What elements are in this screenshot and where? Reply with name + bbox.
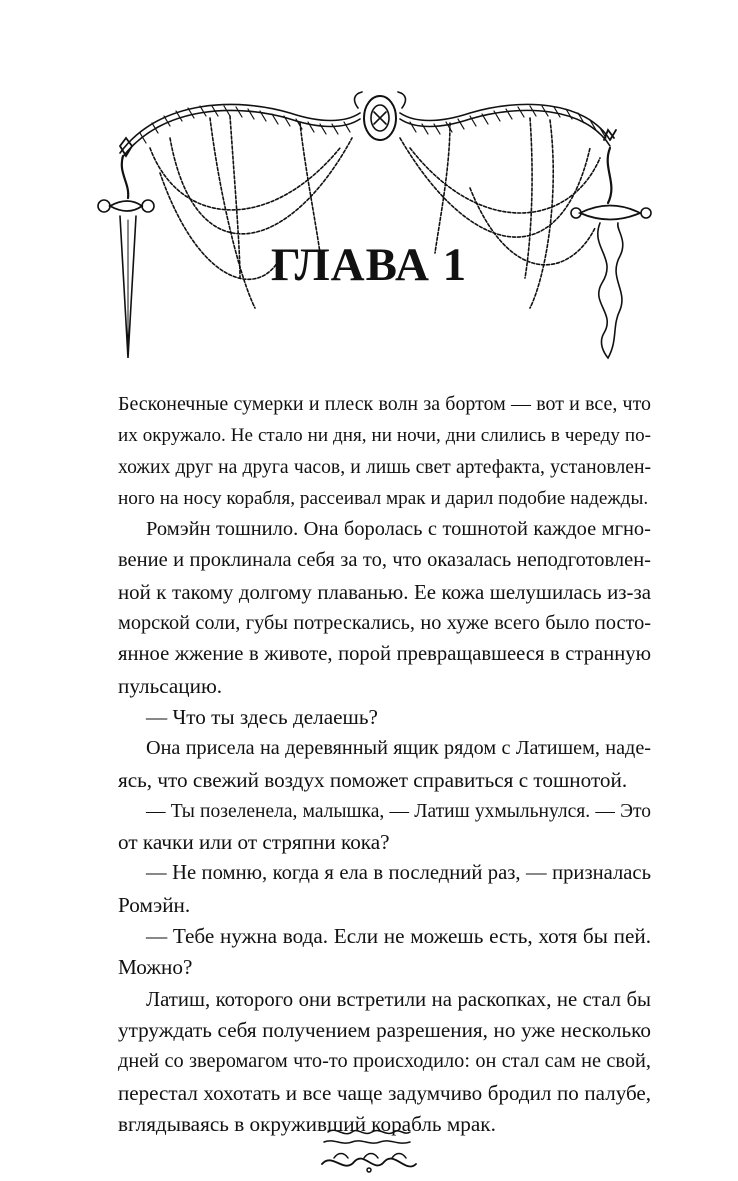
text-line: Ромэйн. (118, 892, 191, 917)
text-line: Можно? (118, 955, 193, 980)
chapter-title: ГЛАВА 1 (270, 239, 468, 291)
text-line: Латиш, которого они встретили на раскопках, не стал бы (146, 987, 651, 1011)
text-line: Бесконечные сумерки и плеск волн за бортом — вот и все, что (118, 393, 651, 415)
text-line: пульсацию. (118, 673, 223, 698)
text-line: их окружало. Не стало ни дня, ни ночи, дни слились в череду по- (118, 425, 651, 447)
text-line: ясь, что свежий воздух поможет справиться с тошнотой. (118, 767, 628, 792)
text-line: перестал хохотать и все чаще задумчиво бродил по палубе, (118, 1080, 651, 1105)
chapter-body-text (118, 389, 651, 1140)
text-line: вение и проклинала себя за то, что оказалась неподготовлен- (118, 549, 651, 572)
text-line: ного на носу корабля, рассеивал мрак и дарил подобие надежды. (118, 487, 649, 509)
text-line: утруждать себя получением разрешения, но уже несколько (118, 1017, 651, 1042)
text-line: — Что ты здесь делаешь? (146, 704, 378, 729)
text-line: хожих друг на друга часов, и лишь свет артефакта, установлен- (118, 456, 651, 478)
text-line: вглядываясь в окруживший корабль мрак. (118, 1111, 496, 1136)
text-line: Ромэйн тошнило. Она боролась с тошнотой каждое мгно- (146, 518, 651, 541)
text-line: Она присела на деревянный ящик рядом с Латишем, наде- (146, 737, 651, 760)
flourish-divider-icon (314, 1124, 424, 1176)
text-line: янное жжение в животе, порой превращавшееся в странную (118, 643, 651, 666)
text-line: — Ты позеленела, малышка, — Латиш ухмыльнулся. — Это (146, 800, 651, 822)
text-line: — Не помню, когда я ела в последний раз, — призналась (146, 862, 651, 885)
text-line: от качки или от стряпни кока? (118, 830, 390, 855)
text-line: ной к такому долгому плаванью. Ее кожа шелушилась из-за (118, 579, 651, 604)
text-line: дней со зверомагом что-то происходило: он стал сам не свой, (118, 1050, 651, 1073)
dagger-and-chain-garland-icon (90, 78, 670, 363)
text-line: — Тебе нужна вода. Если не можешь есть, хотя бы пей. (146, 924, 651, 949)
text-line: морской соли, губы потрескались, но хуже всего было посто- (118, 612, 651, 635)
